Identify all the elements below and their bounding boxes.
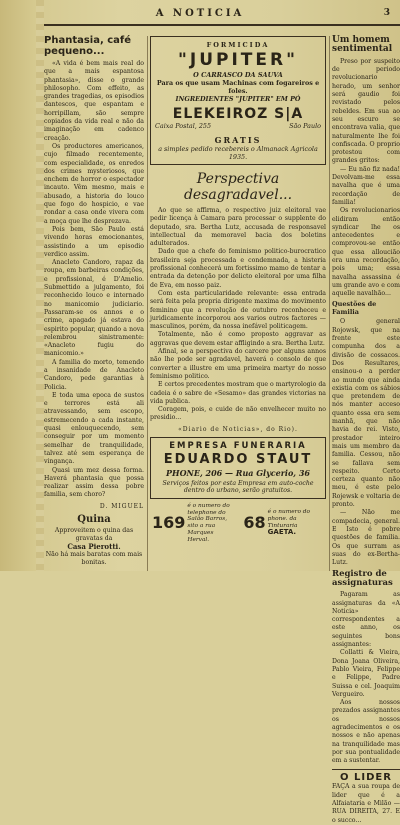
left-paragraph: E toda uma epoca de sustos e terrores está ali atravessando, sem escopo, estremecendo a cada instante, quasi enlouquecendo, sem conseguir por um momento semelhar de tranquilidade, talvez até sem esperança de vingança. [44,391,144,466]
middle-paragraph: E certos precedentes mostram que o martyrologio da cadeia é o sabre de «Sesamo» das grandes victorias na vida publica. [150,381,326,405]
right-registro-body [332,591,400,765]
middle-article-body [150,207,326,423]
salon-phone-suffix: Herval. [187,536,210,543]
middle-paragraph: Coragem, pois, e cuide de não envelhecer muito no presidio... [150,406,326,422]
dyer-phone-label: é o numero do phone. da Tinturaria GAETA. [267,509,310,537]
quina-headline: Quina [77,513,111,525]
middle-headline: Perspectiva desagradavel... [183,171,293,203]
torn-binding-edge [0,0,36,571]
salon-phone-label: é o numero do telephone do Salão Barros, sito a rua Marques Herval. [187,502,230,543]
middle-paragraph: Afinal, se a perspectiva do carcere por alguns annos não lhe pode ser agradavel, haverá o consolo de que converter a illustre em uma primeira martyr do nosso feminismo politico. [150,348,326,380]
left-paragraph: Pois bem, São Paulo está vivendo horas emocionantes, assistindo a um episodio verdico assim. [44,225,144,258]
masthead-title: A NOTICIA [155,8,245,19]
left-column [44,36,144,571]
left-headline: Phantasia, café pequeno... [44,35,132,57]
left-paragraph: «A vida é bem mais real do que a mais espantosa phantasia», disse o grande philosopho. Com effeito, as grandes tragedias, os episodios dantescos, que espantam e horripillam, são sempre copiados da vida real e não da imaginação em cadenco creação. [44,60,144,142]
left-paragraph: Os productores americanos, cujo filmado recentemente, com especialidade, os enredos dos crimes mysteriosos, que enchem de horror o espectador incauto. Vêm mesmo, mais e abusado, a historia do louco que fogo do hospicio, e vae rondar a casa onde vivera com a moça que lhe desprezava. [44,142,144,225]
column-rule-1 [147,36,148,571]
funeraria-name: EDUARDO STAUT [163,451,313,467]
dyer-phone-number: 68 [243,513,266,533]
jupiter-address: Caixa Postal, 255 [155,122,212,130]
funeraria-kicker: EMPRESA FUNERARIA [169,440,307,451]
jupiter-gratis: GRATIS [214,135,262,145]
torn-edge-texture [36,0,44,571]
jupiter-city: São Paulo [289,122,321,130]
phones-advertisement [150,503,326,544]
lider-text: FAÇA a sua roupa de lider que é a Alfaiataria e Milão — RUA DIREITA, 27. E o succo... [332,783,400,824]
left-article-body [44,60,144,500]
right-paragraph: O general Rojowsk, que na frente este compunha dos a divisão de cossacos. Dos Resultares, ensinou-o a perder ao mundo que ainda existia com os sábios que pretendem de nós manter acceso quanto essa era sem manhã, que não havia de rei. Visto, prestador inteiro mais um membro da familia. Cessou, não se fallava sem respeito. Certo certeza quanto não meu, é este pelo Rojewsk e voltaria de pronto. [332,318,400,509]
middle-source: «Diario de Noticias», do Rio). [178,425,298,433]
middle-paragraph: Dado que a chefe do feminismo politico-burocratico brasileira seja processada e condemnada, a histeria profissional conhecerá um fortissimo mamo de tentar a entrada da detenção por delicto eleitoral por uma filha de Eva, em nosso paiz. [150,248,326,289]
lider-title: O LIDER [340,772,392,784]
salon-phone-number: 169 [152,513,186,533]
masthead-rule [44,24,400,26]
right-headline: Um homem sentimental [332,35,393,55]
funeraria-advertisement [150,437,326,499]
jupiter-line-1: Para os que usam Machinas com fogareiros e foles. [156,79,320,95]
left-paragraph: Anacleto Candoro, rapaz da roupa, em barbeiras condições, e profissional, é D'Amelio. Submettido a julgamento, foi reconhecido louco e internado no manicomio judiciario. Passaram-se os annos e o crime, apagado já estava do espirito popular, quando a nova relembrou sinistramente: «Anacleto fugiu do manicomio.» [44,259,144,358]
jupiter-advertisement [150,36,326,165]
right-paragraph: — Eu não fiz nada! Devolvam-me essa navalha que é uma recordação de familia! [332,165,400,206]
jupiter-line-2: INGREDIENTES "JUPITER" EM PÓ [175,95,301,103]
right-subhead-familia: Questões de Familia [332,300,377,317]
right-paragraph: Pagaram as assignaturas da «A Noticia» correspondentes a este anno, os seguintes bons assignantes: [332,591,400,649]
quina-note: Não há mais baratas com mais bonitas. [45,550,143,566]
jupiter-address-row [155,122,321,130]
right-paragraph: — Não me compadecia, general. E Isto é pobre questões de familia. Os que surram as suas do ex-Bertha-Lutz. [332,509,400,567]
column-rule-2 [329,36,330,571]
right-subhead-registro: Registro de assignaturas [332,569,393,589]
left-paragraph: Quasi um mez dessa forma. Haverá phantasia que possa realizar assim dessa pobre familia, sem choro? [44,466,144,499]
quina-shop-name: Casa Pierotti. [67,541,121,551]
funeraria-service: Serviços feitos por esta Empresa em auto-coche dentro do urbano, serão gratuitos. [162,479,314,495]
left-signature: D. MIGUEL [99,502,144,510]
jupiter-subtitle: O CARRASCO DA SAUVA [193,71,283,79]
dyer-shop-name: GAETA. [267,528,297,537]
funeraria-phone: PHONE, 206 — Rua Glycerio, 36 [166,467,310,478]
left-paragraph: A familia do morto, temendo a insanidade de Anacleto Candoro, pede garantias à Policia. [44,358,144,391]
right-article-body [332,58,400,299]
jupiter-title: "JUPITER" [178,50,298,70]
right-column [332,35,400,824]
right-paragraph: Aos nossos prezados assignantes os nossos agradecimentos e os nossos e não apenas na tranquilidade mas por sua pontualidade em a sustentar. [332,699,400,765]
middle-paragraph: Ao que se affirma, o respectivo juiz eleitoral vae pedir licença à Camara para processar o supplente do deputado, sra. Bertha Lutz, accusada de responsavel intellectual da memoravel bacia dos boletins adulterados. [150,207,326,248]
page-number: 3 [383,8,390,18]
right-paragraph: Collatti & Vieira, Dona Joana Oliveira, Pablo Vieira, Felippe e Felippe, Padre Suissa e cel. Joaquim Vergueiro. [332,649,400,698]
right-paragraph: Os revolucionarios elidiram então syndicar lhe os antecedentes e comprovou-se então que essa alloucião era uma recordação, pois uma; essa navalha assassina é um grande avo e com aquelle navalhão... [332,207,400,298]
quina-text: Approveitem o quina das gravatas da [54,526,134,542]
middle-paragraph: Totalmente, não é como proposto aggravar as aggravas que devem estar affligindo a sra. Bertha Lutz. [150,331,326,347]
lider-advertisement [332,769,400,824]
right-familia-body [332,318,400,567]
jupiter-company: ELEKEIROZ S|A [172,106,304,122]
jupiter-kicker: FORMICIDA [206,41,270,49]
middle-column [150,36,326,571]
right-paragraph: Preso por suspeito de periodo revolucionario herado, um senhor será gaudio foi revistado pelos rebeldes. Em sua ao seu escuro se encontrava valia, que naturalmente lhe foi confiscada. O proprio protestou com grandes gritos: [332,57,400,165]
middle-paragraph: Com esta particularidade relevante: essa entrada será feita pela propria dirigente maxima do movimento feminino que a revolução de outubro reconheceu e juridicamente incorporou aos varios outros factores — masculinos, porém, da nossa inefável politicagem. [150,289,326,331]
jupiter-gratis-text: a simples pedido recebereis o Almanack Agricola 1935. [158,145,318,161]
